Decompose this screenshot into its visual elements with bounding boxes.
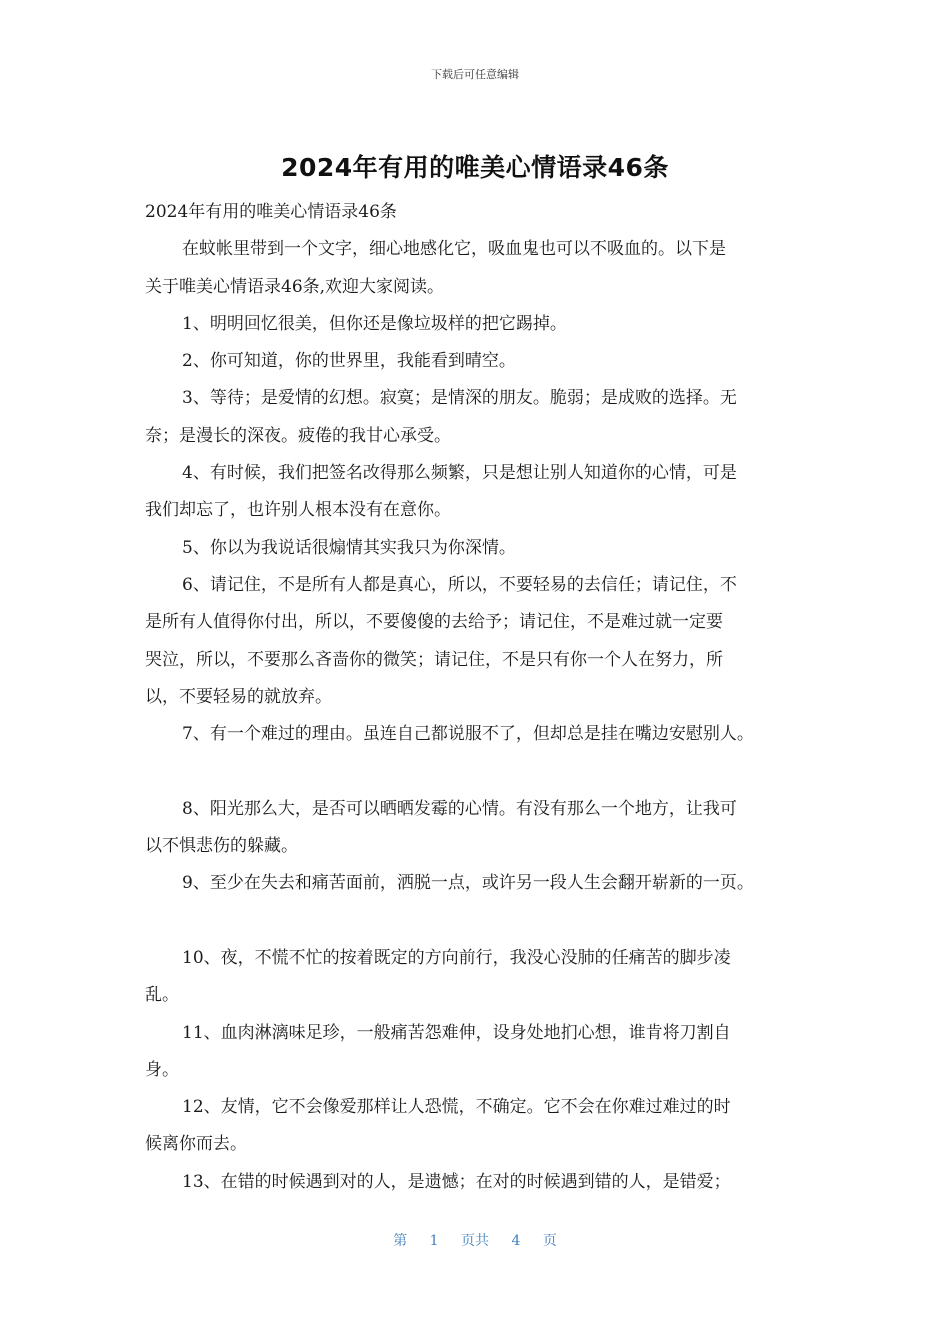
blank-line	[145, 753, 825, 790]
footer-word-page: 第	[393, 1233, 408, 1249]
intro-line: 在蚊帐里带到一个文字，细心地感化它，吸血鬼也可以不吸血的。以下是	[182, 239, 726, 260]
item-3-cont: 奈；是漫长的深夜。疲倦的我甘心承受。	[145, 425, 451, 446]
item-6-cont: 哭泣，所以，不要那么吝啬你的微笑；请记住，不是只有你一个人在努力，所	[145, 649, 723, 670]
item-11: 11、血肉淋漓味足珍，一般痛苦怨难伸，设身处地扪心想，谁肯将刀割自	[182, 1022, 731, 1043]
item-6-cont: 以，不要轻易的就放弃。	[145, 686, 332, 707]
footer-word-of: 页共	[461, 1233, 489, 1249]
footer-total-pages: 4	[511, 1233, 521, 1249]
header-note: 下载后可任意编辑	[431, 68, 519, 81]
document-body	[145, 194, 825, 1201]
item-8-cont: 以不惧悲伤的躲藏。	[145, 836, 298, 857]
item-2: 2、你可知道，你的世界里，我能看到晴空。	[182, 351, 516, 372]
item-9: 9、至少在失去和痛苦面前，洒脱一点，或许另一段人生会翻开崭新的一页。	[182, 873, 754, 894]
blank-line	[145, 903, 825, 940]
item-4-cont: 我们却忘了，也许别人根本没有在意你。	[145, 500, 451, 521]
item-12-cont: 候离你而去。	[145, 1134, 247, 1155]
item-12: 12、友情，它不会像爱那样让人恐慌，不确定。它不会在你难过难过的时	[182, 1097, 731, 1118]
document-title: 2024年有用的唯美心情语录46条	[281, 153, 669, 182]
item-10-cont: 乱。	[145, 985, 179, 1006]
item-8: 8、阳光那么大，是否可以晒晒发霉的心情。有没有那么一个地方，让我可	[182, 798, 737, 819]
item-11-cont: 身。	[145, 1059, 179, 1080]
subtitle-line: 2024年有用的唯美心情语录46条	[145, 202, 397, 222]
item-1: 1、明明回忆很美，但你还是像垃圾样的把它踢掉。	[182, 313, 567, 334]
footer-word-pages: 页	[542, 1233, 557, 1249]
item-5: 5、你以为我说话很煽情其实我只为你深情。	[182, 537, 516, 558]
page-footer	[0, 1230, 950, 1250]
item-10: 10、夜，不慌不忙的按着既定的方向前行，我没心没肺的任痛苦的脚步凌	[182, 947, 731, 968]
footer-current-page: 1	[429, 1233, 439, 1249]
intro-line: 关于唯美心情语录46条,欢迎大家阅读。	[145, 276, 445, 297]
item-6-cont: 是所有人值得你付出，所以，不要傻傻的去给予；请记住，不是难过就一定要	[145, 612, 723, 633]
item-4: 4、有时候，我们把签名改得那么频繁，只是想让别人知道你的心情，可是	[182, 463, 737, 484]
item-7: 7、有一个难过的理由。虽连自己都说服不了，但却总是挂在嘴边安慰别人。	[182, 724, 754, 745]
item-3: 3、等待；是爱情的幻想。寂寞；是情深的朋友。脆弱；是成败的选择。无	[182, 388, 737, 409]
item-6: 6、请记住，不是所有人都是真心，所以，不要轻易的去信任；请记住，不	[182, 574, 737, 595]
item-13: 13、在错的时候遇到对的人，是遗憾；在对的时候遇到错的人，是错爱；	[182, 1171, 731, 1192]
